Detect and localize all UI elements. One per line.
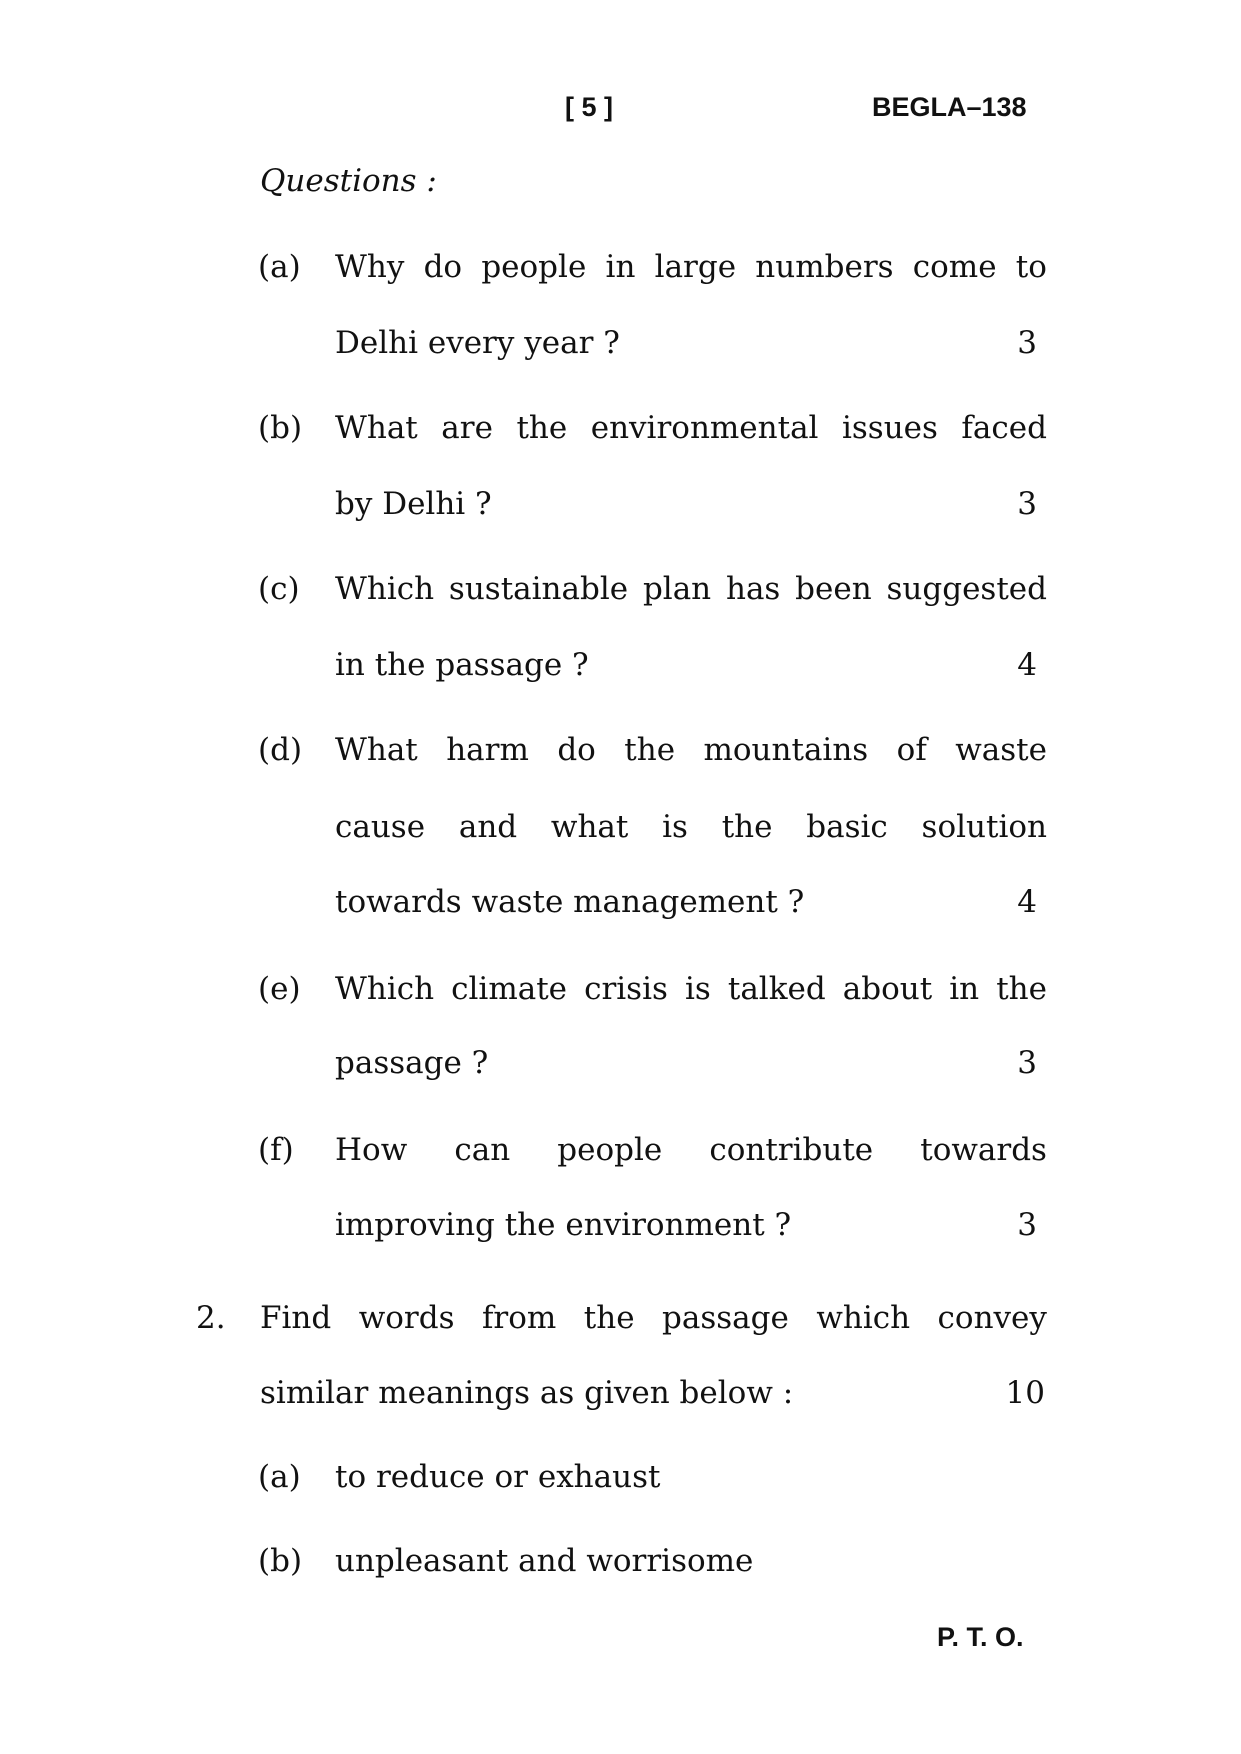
question-2-marks: 10 bbox=[1005, 1375, 1045, 1411]
question-f-line1 bbox=[335, 1132, 1047, 1168]
word: been bbox=[795, 571, 872, 607]
word: words bbox=[358, 1300, 455, 1336]
word: suggested bbox=[886, 571, 1047, 607]
item-label: (b) bbox=[258, 1543, 303, 1579]
word: the bbox=[516, 410, 568, 446]
word: has bbox=[725, 571, 781, 607]
word: Why bbox=[335, 249, 405, 285]
item-text: to reduce or exhaust bbox=[335, 1459, 661, 1495]
question-a-line2: Delhi every year ? bbox=[335, 325, 620, 361]
word: faced bbox=[961, 410, 1047, 446]
question-2-line2: similar meanings as given below : bbox=[260, 1375, 794, 1411]
question-d-line2 bbox=[335, 809, 1047, 845]
word: issues bbox=[841, 410, 938, 446]
word: Which bbox=[335, 971, 435, 1007]
question-a-line1 bbox=[335, 249, 1047, 285]
word: in bbox=[949, 971, 980, 1007]
word: can bbox=[454, 1132, 511, 1168]
word: people bbox=[481, 249, 587, 285]
word: climate bbox=[451, 971, 568, 1007]
word: mountains bbox=[703, 732, 869, 768]
word: what bbox=[550, 809, 629, 845]
word: contribute bbox=[709, 1132, 874, 1168]
word: is bbox=[684, 971, 711, 1007]
word: solution bbox=[921, 809, 1047, 845]
word: talked bbox=[727, 971, 826, 1007]
question-label: (c) bbox=[258, 571, 300, 607]
question-marks: 3 bbox=[1017, 325, 1037, 361]
word: cause bbox=[335, 809, 426, 845]
word: crisis bbox=[584, 971, 668, 1007]
item-text: unpleasant and worrisome bbox=[335, 1543, 754, 1579]
word: plan bbox=[642, 571, 712, 607]
question-2-line1 bbox=[260, 1300, 1047, 1336]
question-b-line1 bbox=[335, 410, 1047, 446]
word: harm bbox=[446, 732, 529, 768]
question-2-number: 2. bbox=[196, 1300, 226, 1336]
word: is bbox=[662, 809, 688, 845]
word: are bbox=[441, 410, 493, 446]
question-label: (d) bbox=[258, 732, 303, 768]
word: of bbox=[896, 732, 927, 768]
question-b-line2: by Delhi ? bbox=[335, 486, 492, 522]
word: in bbox=[605, 249, 636, 285]
word: basic bbox=[806, 809, 888, 845]
question-marks: 3 bbox=[1017, 1207, 1037, 1243]
word: What bbox=[335, 410, 418, 446]
word: sustainable bbox=[448, 571, 629, 607]
word: about bbox=[842, 971, 933, 1007]
question-c-line1 bbox=[335, 571, 1047, 607]
question-label: (e) bbox=[258, 971, 301, 1007]
question-label: (f) bbox=[258, 1132, 294, 1168]
word: large bbox=[654, 249, 737, 285]
word: come bbox=[912, 249, 997, 285]
word: and bbox=[458, 809, 518, 845]
word: What bbox=[335, 732, 418, 768]
word: the bbox=[721, 809, 773, 845]
question-d-line1 bbox=[335, 732, 1047, 768]
word: do bbox=[557, 732, 596, 768]
word: the bbox=[624, 732, 676, 768]
word: people bbox=[557, 1132, 663, 1168]
question-marks: 4 bbox=[1017, 884, 1037, 920]
question-e-line2: passage ? bbox=[335, 1045, 489, 1081]
word: environmental bbox=[590, 410, 819, 446]
word: numbers bbox=[755, 249, 894, 285]
word: How bbox=[335, 1132, 408, 1168]
question-c-line2: in the passage ? bbox=[335, 647, 589, 683]
word: the bbox=[583, 1300, 635, 1336]
pto-footer: P. T. O. bbox=[937, 1622, 1024, 1652]
question-marks: 3 bbox=[1017, 486, 1037, 522]
page-number: [ 5 ] bbox=[565, 92, 614, 122]
section-title: Questions : bbox=[260, 163, 437, 199]
question-label: (b) bbox=[258, 410, 303, 446]
item-label: (a) bbox=[258, 1459, 301, 1495]
word: which bbox=[816, 1300, 911, 1336]
word: convey bbox=[937, 1300, 1047, 1336]
word: do bbox=[423, 249, 463, 285]
word: passage bbox=[662, 1300, 789, 1336]
question-marks: 4 bbox=[1017, 647, 1037, 683]
word: from bbox=[481, 1300, 557, 1336]
question-d-line3: towards waste management ? bbox=[335, 884, 805, 920]
word: Which bbox=[335, 571, 435, 607]
paper-code: BEGLA–138 bbox=[872, 92, 1027, 122]
question-marks: 3 bbox=[1017, 1045, 1037, 1081]
word: to bbox=[1015, 249, 1047, 285]
word: waste bbox=[955, 732, 1047, 768]
word: Find bbox=[260, 1300, 332, 1336]
word: the bbox=[996, 971, 1047, 1007]
question-e-line1 bbox=[335, 971, 1047, 1007]
question-label: (a) bbox=[258, 249, 301, 285]
word: towards bbox=[920, 1132, 1047, 1168]
question-f-line2: improving the environment ? bbox=[335, 1207, 792, 1243]
